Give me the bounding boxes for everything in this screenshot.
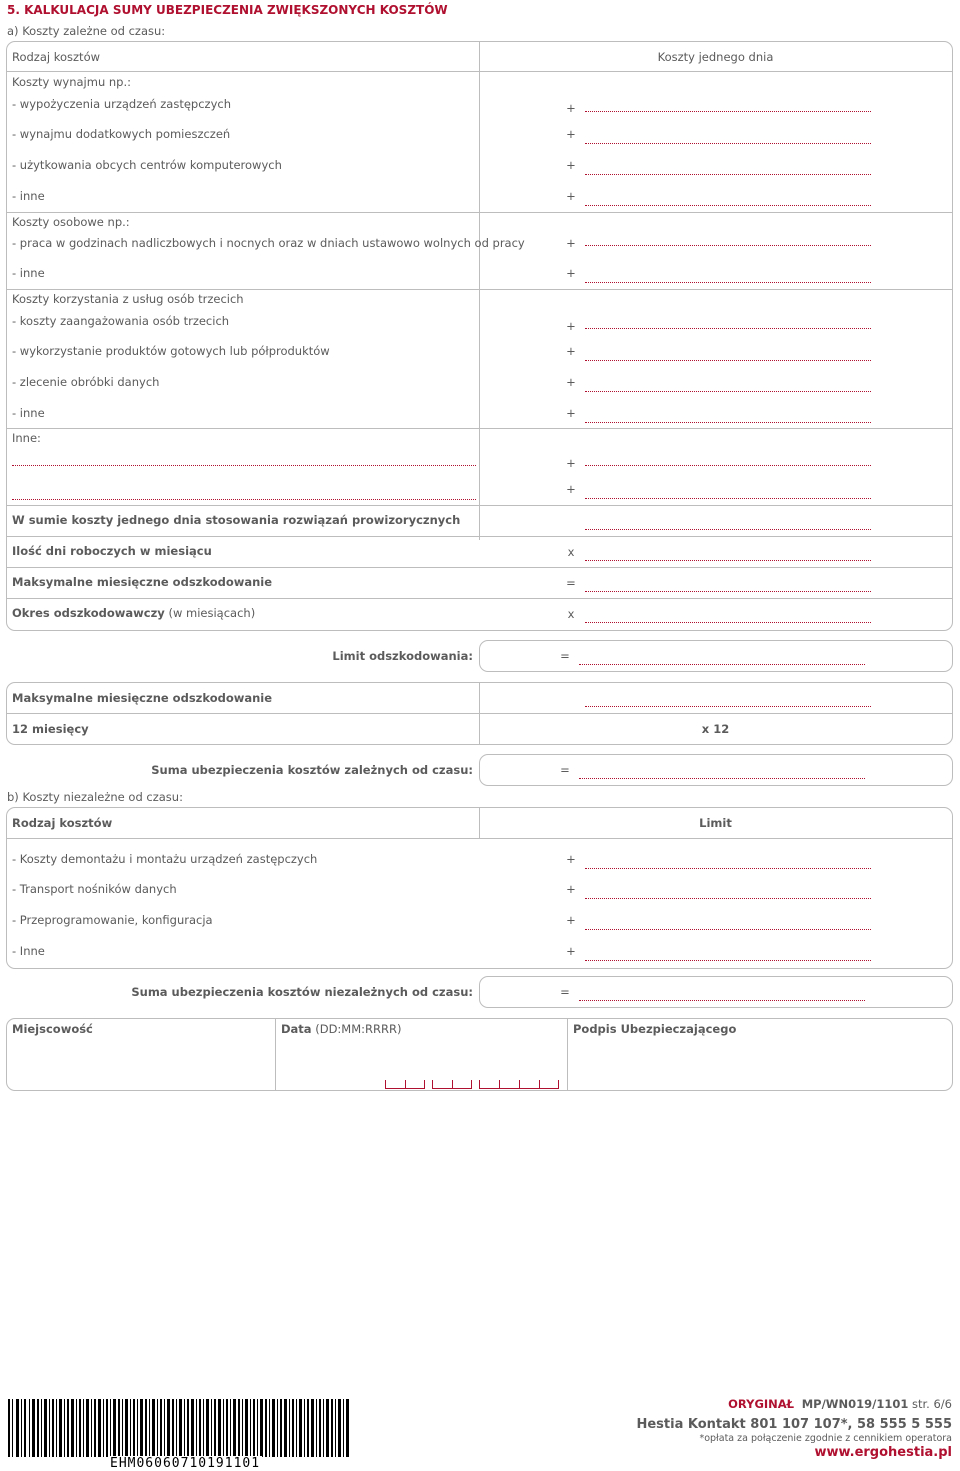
column-divider (479, 42, 480, 540)
cost-item-label: - Przeprogramowanie, konfiguracja (12, 913, 213, 927)
cost-item-label: - Inne (12, 944, 45, 958)
daily-sum-label: W sumie koszty jednego dnia stosowania rozwiązań prowizorycznych (12, 513, 461, 527)
multiplier-label: x 12 (701, 722, 730, 736)
amount-field[interactable] (585, 143, 871, 144)
barcode-graphic (8, 1399, 350, 1457)
cost-item-label: - użytkowania obcych centrów komputerowych (12, 158, 282, 172)
working-days-label: Ilość dni roboczych w miesiącu (12, 544, 212, 558)
daily-sum-field[interactable] (585, 529, 871, 530)
other-description-field[interactable] (12, 499, 476, 500)
group-staff-title: Koszty osobowe np.: (12, 215, 130, 229)
cost-item-label: - inne (12, 266, 45, 280)
cost-item-label: - koszty zaangażowania osób trzecich (12, 314, 230, 328)
amount-field[interactable] (585, 898, 871, 899)
sum-time-dependent-box: = (479, 754, 953, 786)
column-header-limit: Limit (699, 816, 732, 830)
date-label: Data (DD:MM:RRRR) (281, 1022, 402, 1036)
amount-field[interactable] (585, 174, 871, 175)
cost-item-label: - praca w godzinach nadliczbowych i nocnych oraz w dniach ustawowo wolnych od pracy (12, 236, 525, 250)
sum-time-independent-label: Suma ubezpieczenia kosztów niezależnych od czasu: (131, 985, 473, 999)
cost-item-label: - inne (12, 189, 45, 203)
place-label: Miejscowość (12, 1022, 93, 1036)
months-label: 12 miesięcy (12, 722, 89, 736)
part-a-table: Rodzaj kosztów Koszty jednego dnia Koszty wynajmu np.: - wypożyczenia urządzeń zastępczych + - wynajmu dodatkowych pomieszczeń + - użytkowania obcych centrów komputerowych + - inne + Koszty osobowe np.: - praca w godzinach nadliczbowych i nocnych oraz w dniach ustawowo wolnych od pracy + - inne + Koszty korzystania z usług osób trzecich - koszty zaangażowania osób trzecich + - wykorzystanie produktów gotowych lub półproduktów + - zlecenie obróbki danych + - inne + Inne: + + W sumie koszty jednego dnia stosowania rozwiązań prowizorycznych Ilość dni roboczych w miesiącu x Maksymalne miesięczne odszkodowanie = Okres odszkodowawczy (w miesiącach) x (6, 41, 953, 631)
limit-label: Limit odszkodowania: (332, 649, 473, 663)
sum-time-dependent-label: Suma ubezpieczenia kosztów zależnych od czasu: (151, 763, 473, 777)
max-monthly-label: Maksymalne miesięczne odszkodowanie (12, 575, 273, 589)
sum-time-independent-field[interactable] (579, 1000, 865, 1001)
website-link[interactable]: www.ergohestia.pl (814, 1445, 952, 1460)
cost-item-label: - wykorzystanie produktów gotowych lub półproduktów (12, 344, 330, 358)
fee-note: *opłata za połączenie zgodnie z cennikiem operatora (699, 1433, 952, 1444)
max-monthly-field-2[interactable] (585, 706, 871, 707)
annual-table (6, 682, 953, 745)
hotline: Hestia Kontakt 801 107 107*, 58 555 5 555 (636, 1417, 952, 1432)
cost-item-label: - wynajmu dodatkowych pomieszczeń (12, 127, 231, 141)
column-header-daily-cost: Koszty jednego dnia (657, 50, 774, 64)
cost-item-label: - Koszty demontażu i montażu urządzeń zastępczych (12, 852, 318, 866)
cost-item-label: - inne (12, 406, 45, 420)
form-code: MP/WN019/1101 (801, 1397, 909, 1411)
cost-item-label: - wypożyczenia urządzeń zastępczych (12, 97, 232, 111)
amount-field[interactable] (585, 422, 871, 423)
limit-box: = (479, 640, 953, 672)
period-field[interactable] (585, 622, 871, 623)
amount-field[interactable] (585, 245, 871, 246)
working-days-field[interactable] (585, 560, 871, 561)
amount-field[interactable] (585, 465, 871, 466)
period-label: Okres odszkodowawczy (w miesiącach) (12, 606, 256, 620)
cost-item-label: - zlecenie obróbki danych (12, 375, 160, 389)
signature-field[interactable] (573, 1039, 943, 1085)
date-year-field[interactable] (479, 1078, 559, 1087)
amount-field[interactable] (585, 205, 871, 206)
group-third-party-title: Koszty korzystania z usług osób trzecich (12, 292, 244, 306)
column-header-type: Rodzaj kosztów (12, 50, 101, 64)
sum-time-dependent-field[interactable] (579, 778, 865, 779)
part-b-table: Rodzaj kosztów Limit - Koszty demontażu i montażu urządzeń zastępczych + - Transport nośników danych + - Przeprogramowanie, konfiguracja + - Inne + (6, 807, 953, 969)
date-day-field[interactable] (385, 1078, 425, 1087)
limit-field[interactable] (579, 664, 865, 665)
column-header-type-b: Rodzaj kosztów (12, 816, 113, 830)
amount-field[interactable] (585, 328, 871, 329)
barcode-number: EHM06060710191101 (110, 1456, 261, 1471)
page-number: str. 6/6 (912, 1397, 952, 1411)
max-monthly-field[interactable] (585, 591, 871, 592)
other-description-field[interactable] (12, 465, 476, 466)
group-other-title: Inne: (12, 431, 41, 445)
max-monthly-label-2: Maksymalne miesięczne odszkodowanie (12, 691, 273, 705)
barcode (8, 1399, 350, 1457)
cost-item-label: - Transport nośników danych (12, 882, 177, 896)
part-b-heading: b) Koszty niezależne od czasu: (7, 790, 183, 804)
amount-field[interactable] (585, 929, 871, 930)
signer-label: Podpis Ubezpieczającego (573, 1022, 737, 1036)
section-title: 5. KALKULACJA SUMY UBEZPIECZENIA ZWIĘKSZONYCH KOSZTÓW (7, 3, 448, 17)
amount-field[interactable] (585, 282, 871, 283)
amount-field[interactable] (585, 360, 871, 361)
sum-time-independent-box: = (479, 976, 953, 1008)
amount-field[interactable] (585, 960, 871, 961)
amount-field[interactable] (585, 498, 871, 499)
original-label: ORYGINAŁ (728, 1397, 795, 1411)
date-month-field[interactable] (432, 1078, 472, 1087)
amount-field[interactable] (585, 391, 871, 392)
amount-field[interactable] (585, 868, 871, 869)
part-a-heading: a) Koszty zależne od czasu: (7, 24, 166, 38)
group-rental-title: Koszty wynajmu np.: (12, 75, 132, 89)
form-info (728, 1397, 952, 1411)
signature-table (6, 1018, 953, 1091)
amount-field[interactable] (585, 111, 871, 112)
